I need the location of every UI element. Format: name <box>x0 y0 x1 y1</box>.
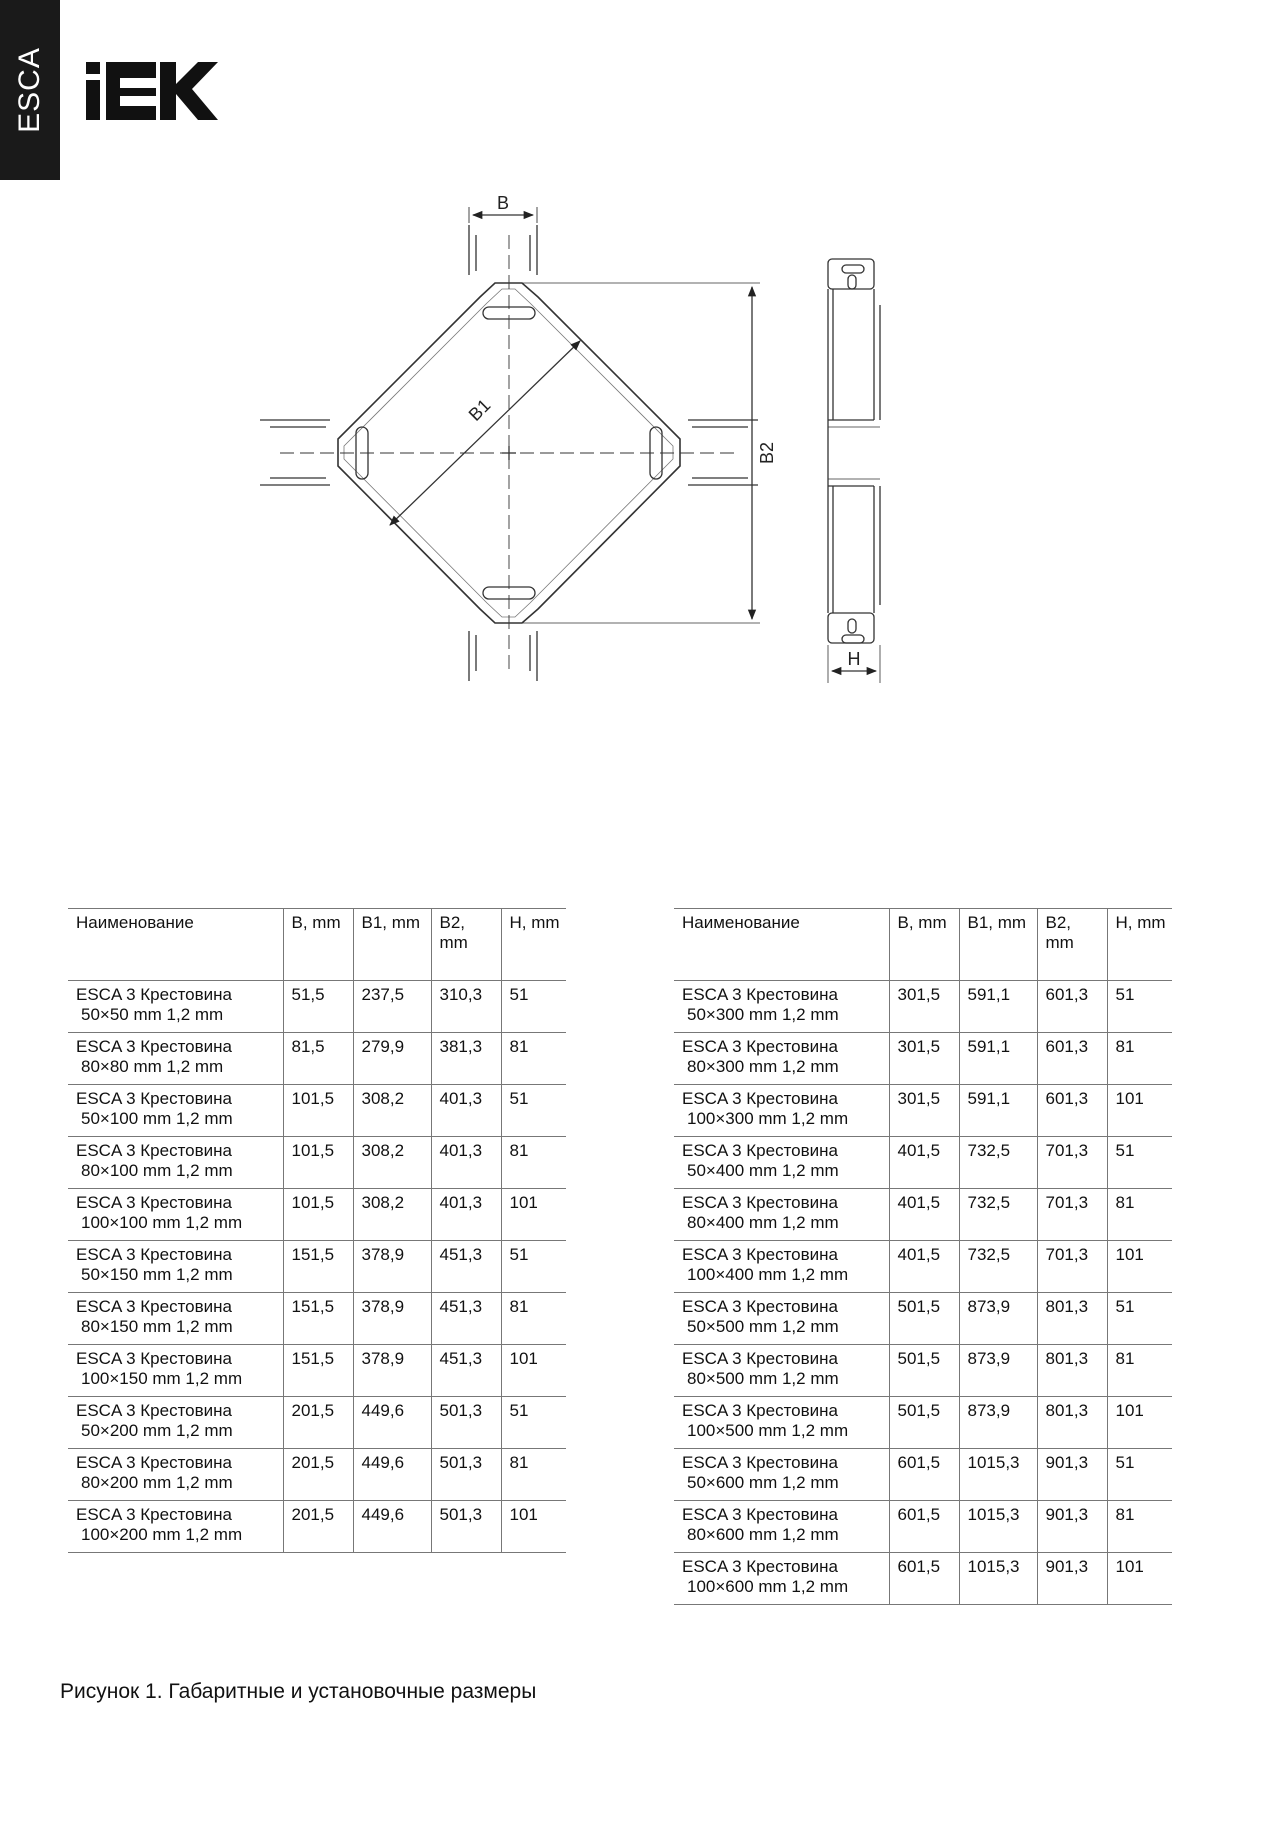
cell-b: 101,5 <box>283 1085 353 1137</box>
cell-b: 51,5 <box>283 981 353 1033</box>
header-b1: B1, mm <box>959 909 1037 981</box>
cell-h: 101 <box>501 1189 566 1241</box>
table-row <box>674 1137 1172 1189</box>
table-row <box>674 1345 1172 1397</box>
product-name: ESCA 3 Крестовина <box>76 1037 232 1056</box>
table-row <box>68 981 566 1033</box>
cell-h: 51 <box>1107 981 1172 1033</box>
cell-b1: 378,9 <box>353 1241 431 1293</box>
cell-b1: 732,5 <box>959 1241 1037 1293</box>
cell-b: 151,5 <box>283 1345 353 1397</box>
product-name: ESCA 3 Крестовина <box>76 1349 232 1368</box>
cell-b1: 873,9 <box>959 1293 1037 1345</box>
table-row <box>674 1189 1172 1241</box>
table-row <box>68 1189 566 1241</box>
cell-h: 51 <box>1107 1293 1172 1345</box>
cell-b2: 451,3 <box>431 1345 501 1397</box>
cell-b1: 873,9 <box>959 1397 1037 1449</box>
table-row <box>674 1085 1172 1137</box>
cell-b: 401,5 <box>889 1189 959 1241</box>
table-row <box>68 1397 566 1449</box>
cell-name <box>674 1501 889 1553</box>
cell-h: 51 <box>501 981 566 1033</box>
product-size: 50×150 mm 1,2 mm <box>81 1265 233 1284</box>
product-size: 80×100 mm 1,2 mm <box>81 1161 233 1180</box>
table-row <box>674 1397 1172 1449</box>
header-b2: B2, mm <box>1037 909 1107 981</box>
iek-logo <box>86 56 218 120</box>
cell-b: 81,5 <box>283 1033 353 1085</box>
cell-b1: 1015,3 <box>959 1553 1037 1605</box>
table-row <box>68 1085 566 1137</box>
cell-h: 51 <box>501 1241 566 1293</box>
cell-h: 101 <box>501 1345 566 1397</box>
cell-name <box>68 1189 283 1241</box>
table-header-row <box>68 909 566 981</box>
dim-label-b1: B1 <box>464 395 495 425</box>
cell-h: 81 <box>1107 1345 1172 1397</box>
product-size: 50×300 mm 1,2 mm <box>687 1005 839 1024</box>
cell-b: 201,5 <box>283 1501 353 1553</box>
product-size: 80×400 mm 1,2 mm <box>687 1213 839 1232</box>
cross-piece-top-view <box>260 225 758 681</box>
table-row <box>674 1449 1172 1501</box>
cell-h: 101 <box>1107 1553 1172 1605</box>
cell-b: 401,5 <box>889 1137 959 1189</box>
product-name: ESCA 3 Крестовина <box>76 1193 232 1212</box>
cell-h: 101 <box>1107 1397 1172 1449</box>
cell-h: 51 <box>1107 1449 1172 1501</box>
cell-name <box>68 1085 283 1137</box>
header-b1: B1, mm <box>353 909 431 981</box>
cell-name <box>674 1397 889 1449</box>
product-name: ESCA 3 Крестовина <box>76 1141 232 1160</box>
cell-b1: 732,5 <box>959 1189 1037 1241</box>
cell-h: 101 <box>501 1501 566 1553</box>
product-name: ESCA 3 Крестовина <box>76 1089 232 1108</box>
cell-name <box>674 1553 889 1605</box>
cell-b2: 801,3 <box>1037 1293 1107 1345</box>
cell-b: 501,5 <box>889 1345 959 1397</box>
cell-b: 501,5 <box>889 1397 959 1449</box>
cell-b: 501,5 <box>889 1293 959 1345</box>
cell-b2: 701,3 <box>1037 1137 1107 1189</box>
cell-h: 51 <box>1107 1137 1172 1189</box>
header-b: B, mm <box>283 909 353 981</box>
cell-b: 301,5 <box>889 1033 959 1085</box>
cell-b2: 501,3 <box>431 1397 501 1449</box>
technical-drawing <box>240 195 980 795</box>
table-row <box>68 1293 566 1345</box>
cell-name <box>674 1189 889 1241</box>
cell-h: 101 <box>1107 1241 1172 1293</box>
cell-h: 81 <box>501 1137 566 1189</box>
cell-b: 201,5 <box>283 1397 353 1449</box>
product-size: 80×200 mm 1,2 mm <box>81 1473 233 1492</box>
dimensions-table-right <box>674 908 1172 1605</box>
cell-b2: 401,3 <box>431 1189 501 1241</box>
header-name: Наименование <box>76 913 194 932</box>
product-name: ESCA 3 Крестовина <box>76 1297 232 1316</box>
cell-b2: 901,3 <box>1037 1553 1107 1605</box>
product-size: 100×500 mm 1,2 mm <box>687 1421 849 1440</box>
cell-b: 301,5 <box>889 1085 959 1137</box>
product-size: 100×200 mm 1,2 mm <box>81 1525 243 1544</box>
cell-b1: 308,2 <box>353 1137 431 1189</box>
cell-b2: 601,3 <box>1037 1085 1107 1137</box>
cell-name <box>674 1033 889 1085</box>
table-row <box>68 1033 566 1085</box>
cell-name <box>68 981 283 1033</box>
cell-b1: 1015,3 <box>959 1449 1037 1501</box>
cell-name <box>68 1293 283 1345</box>
header-name: Наименование <box>682 913 800 932</box>
cell-b2: 310,3 <box>431 981 501 1033</box>
product-name: ESCA 3 Крестовина <box>682 1245 838 1264</box>
cell-b2: 451,3 <box>431 1293 501 1345</box>
cell-h: 81 <box>501 1033 566 1085</box>
cell-b2: 901,3 <box>1037 1501 1107 1553</box>
product-name: ESCA 3 Крестовина <box>682 1297 838 1316</box>
product-name: ESCA 3 Крестовина <box>682 985 838 1004</box>
cell-h: 81 <box>501 1293 566 1345</box>
cell-b1: 308,2 <box>353 1189 431 1241</box>
cell-b: 601,5 <box>889 1449 959 1501</box>
dim-label-h: H <box>847 649 861 669</box>
cell-b1: 449,6 <box>353 1501 431 1553</box>
cell-b1: 591,1 <box>959 1033 1037 1085</box>
cell-h: 81 <box>1107 1189 1172 1241</box>
cell-b: 601,5 <box>889 1501 959 1553</box>
cell-b2: 501,3 <box>431 1449 501 1501</box>
table-row <box>674 981 1172 1033</box>
cell-b2: 401,3 <box>431 1085 501 1137</box>
side-tab <box>0 0 60 180</box>
cell-b2: 901,3 <box>1037 1449 1107 1501</box>
product-size: 50×400 mm 1,2 mm <box>687 1161 839 1180</box>
cell-b1: 237,5 <box>353 981 431 1033</box>
cell-b1: 378,9 <box>353 1293 431 1345</box>
table-row <box>674 1241 1172 1293</box>
dim-label-b: B <box>496 195 510 213</box>
table-row <box>674 1293 1172 1345</box>
cell-b2: 801,3 <box>1037 1397 1107 1449</box>
cross-piece-side-view <box>828 259 880 643</box>
cell-b2: 701,3 <box>1037 1241 1107 1293</box>
product-name: ESCA 3 Крестовина <box>76 1505 232 1524</box>
table-row <box>68 1449 566 1501</box>
cell-b1: 449,6 <box>353 1397 431 1449</box>
cell-name <box>674 1241 889 1293</box>
cell-b: 201,5 <box>283 1449 353 1501</box>
product-size: 80×500 mm 1,2 mm <box>687 1369 839 1388</box>
cell-b1: 732,5 <box>959 1137 1037 1189</box>
product-name: ESCA 3 Крестовина <box>76 1453 232 1472</box>
table-row <box>674 1553 1172 1605</box>
cell-name <box>674 1449 889 1501</box>
product-size: 100×100 mm 1,2 mm <box>81 1213 243 1232</box>
cell-b1: 308,2 <box>353 1085 431 1137</box>
header-b: B, mm <box>889 909 959 981</box>
product-size: 100×400 mm 1,2 mm <box>687 1265 849 1284</box>
product-name: ESCA 3 Крестовина <box>682 1349 838 1368</box>
cell-h: 101 <box>1107 1085 1172 1137</box>
cell-name <box>68 1033 283 1085</box>
cell-h: 81 <box>501 1449 566 1501</box>
cell-b: 151,5 <box>283 1293 353 1345</box>
cell-b: 101,5 <box>283 1189 353 1241</box>
cell-b2: 501,3 <box>431 1501 501 1553</box>
cell-name <box>68 1137 283 1189</box>
cell-b1: 1015,3 <box>959 1501 1037 1553</box>
product-size: 80×80 mm 1,2 mm <box>81 1057 224 1076</box>
product-name: ESCA 3 Крестовина <box>76 1245 232 1264</box>
header-h: H, mm <box>1107 909 1172 981</box>
cell-h: 81 <box>1107 1501 1172 1553</box>
header-h: H, mm <box>501 909 566 981</box>
product-size: 80×150 mm 1,2 mm <box>81 1317 233 1336</box>
figure-caption: Рисунок 1. Габаритные и установочные размеры <box>60 1680 537 1703</box>
cell-b: 601,5 <box>889 1553 959 1605</box>
table-row <box>674 1501 1172 1553</box>
product-size: 50×100 mm 1,2 mm <box>81 1109 233 1128</box>
cell-b2: 701,3 <box>1037 1189 1107 1241</box>
cell-h: 51 <box>501 1397 566 1449</box>
cell-b: 151,5 <box>283 1241 353 1293</box>
table-header-row <box>674 909 1172 981</box>
cell-name <box>674 1293 889 1345</box>
table-row <box>68 1137 566 1189</box>
product-size: 50×600 mm 1,2 mm <box>687 1473 839 1492</box>
product-size: 80×600 mm 1,2 mm <box>687 1525 839 1544</box>
cell-b2: 601,3 <box>1037 1033 1107 1085</box>
cell-b2: 601,3 <box>1037 981 1107 1033</box>
cell-b: 101,5 <box>283 1137 353 1189</box>
product-size: 100×300 mm 1,2 mm <box>687 1109 849 1128</box>
product-size: 80×300 mm 1,2 mm <box>687 1057 839 1076</box>
cell-b2: 801,3 <box>1037 1345 1107 1397</box>
cell-name <box>674 981 889 1033</box>
product-name: ESCA 3 Крестовина <box>682 1453 838 1472</box>
cell-h: 51 <box>501 1085 566 1137</box>
cell-b1: 449,6 <box>353 1449 431 1501</box>
product-name: ESCA 3 Крестовина <box>682 1505 838 1524</box>
table-row <box>674 1033 1172 1085</box>
cell-name <box>674 1085 889 1137</box>
product-name: ESCA 3 Крестовина <box>682 1089 838 1108</box>
product-name: ESCA 3 Крестовина <box>682 1401 838 1420</box>
cell-b2: 451,3 <box>431 1241 501 1293</box>
cell-name <box>674 1137 889 1189</box>
side-tab-label: ESCA <box>13 47 46 133</box>
product-size: 100×150 mm 1,2 mm <box>81 1369 243 1388</box>
cell-name <box>68 1397 283 1449</box>
product-name: ESCA 3 Крестовина <box>682 1037 838 1056</box>
cell-name <box>68 1345 283 1397</box>
product-name: ESCA 3 Крестовина <box>76 985 232 1004</box>
product-size: 50×500 mm 1,2 mm <box>687 1317 839 1336</box>
cell-b1: 873,9 <box>959 1345 1037 1397</box>
cell-b1: 591,1 <box>959 981 1037 1033</box>
dimensions-table-left <box>68 908 566 1553</box>
cell-b2: 401,3 <box>431 1137 501 1189</box>
product-size: 50×200 mm 1,2 mm <box>81 1421 233 1440</box>
table-row <box>68 1241 566 1293</box>
product-size: 100×600 mm 1,2 mm <box>687 1577 849 1596</box>
cell-b: 401,5 <box>889 1241 959 1293</box>
cell-b1: 279,9 <box>353 1033 431 1085</box>
cell-b2: 381,3 <box>431 1033 501 1085</box>
cell-b1: 591,1 <box>959 1085 1037 1137</box>
cell-h: 81 <box>1107 1033 1172 1085</box>
cell-name <box>68 1501 283 1553</box>
table-row <box>68 1501 566 1553</box>
cell-name <box>68 1449 283 1501</box>
product-name: ESCA 3 Крестовина <box>682 1141 838 1160</box>
dim-label-b2: B2 <box>757 441 777 465</box>
cell-b1: 378,9 <box>353 1345 431 1397</box>
cell-name <box>68 1241 283 1293</box>
table-row <box>68 1345 566 1397</box>
product-size: 50×50 mm 1,2 mm <box>81 1005 224 1024</box>
product-name: ESCA 3 Крестовина <box>76 1401 232 1420</box>
product-name: ESCA 3 Крестовина <box>682 1193 838 1212</box>
cell-name <box>674 1345 889 1397</box>
product-name: ESCA 3 Крестовина <box>682 1557 838 1576</box>
header-b2: B2, mm <box>431 909 501 981</box>
cell-b: 301,5 <box>889 981 959 1033</box>
